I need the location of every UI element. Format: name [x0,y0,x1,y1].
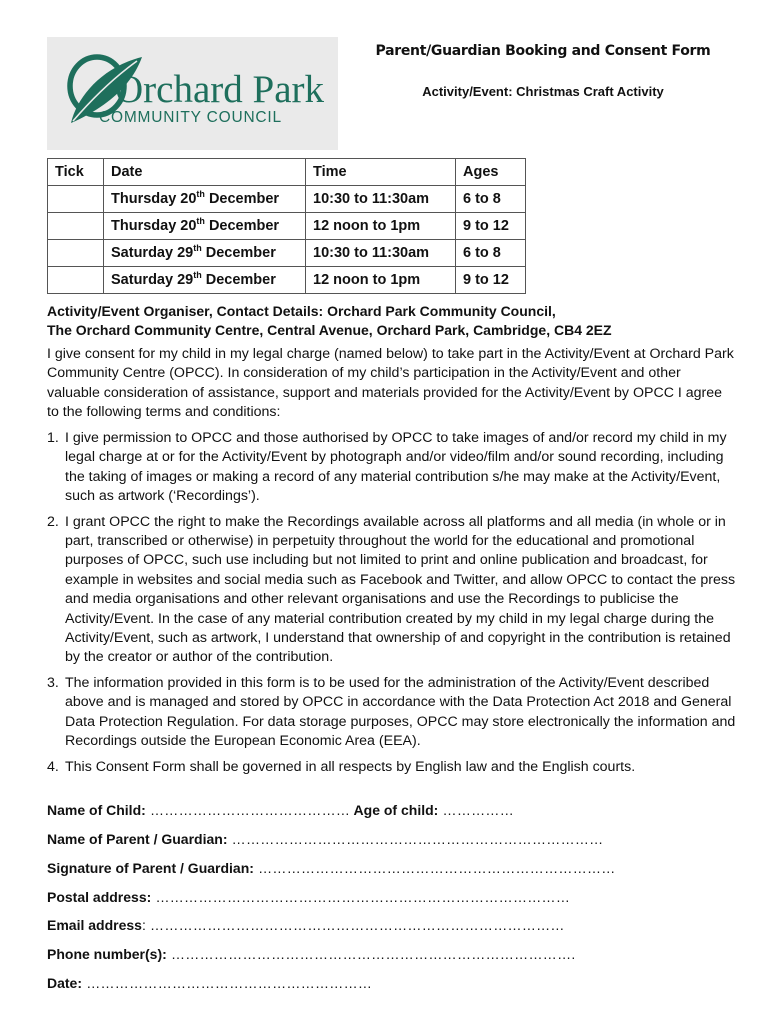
session-ages: 9 to 12 [456,213,526,240]
council-logo [47,37,338,150]
sessions-table [47,158,526,294]
session-date: Thursday 20th December [104,213,306,240]
organiser-line-2: The Orchard Community Centre, Central Avenue, Orchard Park, Cambridge, CB4 2EZ [47,322,612,338]
organiser-contact [47,302,747,340]
tick-box[interactable] [48,186,104,213]
list-item: 1. I give permission to OPCC and those authorised by OPCC to take images of and/or record my child in my legal charge at or for the Activity/Event by photograph and/or video/film and/or sound recording, including the taking of images or making a record of any material contribution s/he may make at the Activity/Event, such as artwork (‘Recordings’). [47,430,727,505]
session-time: 10:30 to 11:30am [306,240,456,267]
tick-box[interactable] [48,267,104,294]
col-date-header: Date [104,159,306,186]
session-time: 10:30 to 11:30am [306,186,456,213]
activity-name: Activity/Event: Christmas Craft Activity [422,84,664,99]
session-time: 12 noon to 1pm [306,213,456,240]
list-item: 3. The information provided in this form is to be used for the administration of the Activity/Event described above and is managed and stored by OPCC in accordance with the Data Protection Act 2018 and General Data Protection Regulation. For data storage purposes, OPCC may store electronically the information and Recordings outside the European Economic Area (EEA). [47,674,736,750]
child-name-field[interactable]: Name of Child: …………………………………… Age of child: …………… [47,802,515,818]
postal-address-field[interactable]: Postal address: …………………………………………………………………………… [47,889,571,905]
terms-list [47,429,747,777]
list-item: 4. This Consent Form shall be governed in all respects by English law and the English courts. [47,758,636,775]
tick-box[interactable] [48,213,104,240]
logo-title: Orchard Park [115,68,324,111]
table-row [48,213,526,240]
organiser-line-1: Activity/Event Organiser, Contact Details: Orchard Park Community Council, [47,303,556,319]
session-date: Thursday 20th December [104,186,306,213]
logo-graphic [47,37,338,150]
session-date: Saturday 29th December [104,267,306,294]
table-row [48,240,526,267]
phone-number-field[interactable]: Phone number(s): …………………………………………………………………………. [47,946,576,962]
parent-name-field[interactable]: Name of Parent / Guardian: …………………………………………………………………… [47,831,604,847]
session-ages: 6 to 8 [456,240,526,267]
session-ages: 9 to 12 [456,267,526,294]
col-time-header: Time [306,159,456,186]
date-field[interactable]: Date: …………………………………………………… [47,975,373,991]
table-row [48,267,526,294]
form-title: Parent/Guardian Booking and Consent Form [375,43,711,59]
col-tick-header: Tick [48,159,104,186]
consent-intro: I give consent for my child in my legal charge (named below) to take part in the Activity/Event at Orchard Park Community Centre (OPCC). In consideration of my child’s participation in the Activity/Event and other valuable consideration of assistance, support and materials provided for the Activity/Event by OPCC I agree to the following terms and conditions: [47,346,734,421]
tick-box[interactable] [48,240,104,267]
table-row [48,186,526,213]
table-header-row [48,159,526,186]
session-date: Saturday 29th December [104,240,306,267]
col-ages-header: Ages [456,159,526,186]
signature-field[interactable]: Signature of Parent / Guardian: ………………………………………………………………… [47,860,616,876]
logo-subtitle: COMMUNITY COUNCIL [99,109,282,126]
session-time: 12 noon to 1pm [306,267,456,294]
session-ages: 6 to 8 [456,186,526,213]
list-item: 2. I grant OPCC the right to make the Recordings available across all platforms and all media (in whole or in part, transcribed or otherwise) in perpetuity throughout the world for the educational and promotional purposes of OPCC, such use including but not limited to print and online publication and broadcast, for example in websites and social media such as Facebook and Twitter, and allow OPCC to contact the press and media organisations and other relevant organisations and use the Recordings to publicise the Activity/Event. In the case of any material contribution created by my child in my legal charge during the Activity/Event, such as artwork, I understand that ownership of and copyright in the contribution is retained by the creator or author of the contribution. [47,513,736,666]
email-address-field[interactable]: Email address: …………………………………………………………………………… [47,917,565,933]
